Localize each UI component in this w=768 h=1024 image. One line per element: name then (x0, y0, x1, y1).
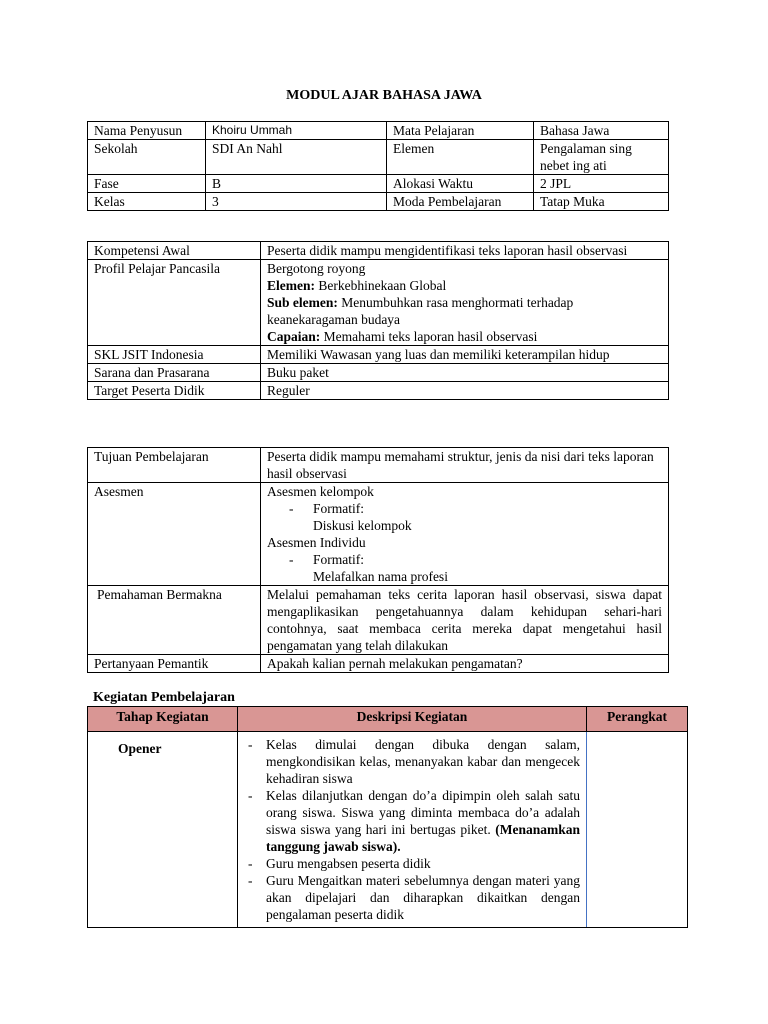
info-value: Tatap Muka (534, 193, 669, 211)
table-row (88, 732, 688, 928)
elemen-line (267, 277, 662, 294)
opener-perangkat (587, 732, 688, 928)
asesmen-kelompok: Asesmen kelompok (267, 484, 374, 499)
dash-marker: - (289, 501, 294, 516)
diskusi-kelompok: Diskusi kelompok (313, 518, 412, 533)
opener-label: Opener (88, 732, 238, 928)
info-label: Nama Penyusun (88, 122, 206, 140)
objective-table (87, 447, 669, 673)
dash-marker: - (248, 873, 253, 888)
sub-elemen-label: Sub elemen: (267, 295, 338, 310)
table-row (88, 655, 669, 673)
profil-cell (261, 260, 669, 346)
info-value: 3 (206, 193, 387, 211)
profil-line: Bergotong royong (267, 261, 366, 276)
info-value: 2 JPL (534, 175, 669, 193)
info-value: SDI An Nahl (206, 140, 387, 175)
info-table (87, 121, 669, 211)
dash-marker: - (248, 788, 253, 803)
info-label: Moda Pembelajaran (387, 193, 534, 211)
info-label: Fase (88, 175, 206, 193)
list-item (244, 855, 580, 872)
table-row (88, 175, 669, 193)
header-tahap: Tahap Kegiatan (88, 707, 238, 732)
capaian-label: Capaian: (267, 329, 321, 344)
table-row (88, 260, 669, 346)
row-label: Target Peserta Didik (88, 382, 261, 400)
formatif-label: Formatif: (313, 501, 364, 516)
row-value: Buku paket (261, 364, 669, 382)
row-label: Pemahaman Bermakna (88, 586, 261, 655)
kegiatan-table (87, 706, 688, 928)
table-row (88, 140, 669, 175)
row-label: SKL JSIT Indonesia (88, 346, 261, 364)
list-item (267, 500, 662, 517)
activity-text: Kelas dimulai dengan dibuka dengan salam, mengkondisikan kelas, menanyakan kabar dan mengecek kehadiran siswa (266, 737, 580, 786)
info-label: Kelas (88, 193, 206, 211)
info-value: Pengalaman sing nebet ing ati (534, 140, 669, 175)
info-value: Bahasa Jawa (534, 122, 669, 140)
table-row (88, 364, 669, 382)
dash-marker: - (289, 552, 294, 567)
melafalkan-profesi: Melafalkan nama profesi (313, 569, 448, 584)
row-label: Pertanyaan Pemantik (88, 655, 261, 673)
table-row (88, 382, 669, 400)
table-row (88, 586, 669, 655)
row-value: Melalui pemahaman teks cerita laporan hasil observasi, siswa dapat mengaplikasikan pengetahuannya dalam kehidupan sehari-hari contohnya, saat membaca cerita mereka dapat mengetahui hasil pengamatan yang telah dilakukan (261, 586, 669, 655)
dash-marker: - (248, 737, 253, 752)
table-row (88, 483, 669, 586)
info-label: Elemen (387, 140, 534, 175)
activity-text: Kelas dilanjutkan dengan do’a dipimpin oleh salah satu orang siswa. Siswa yang diminta membaca do’a adalah siswa siswa yang hari ini bertugas piket. (266, 788, 580, 837)
row-label: Profil Pelajar Pancasila (88, 260, 261, 346)
row-value: Peserta didik mampu mengidentifikasi teks laporan hasil observasi (261, 242, 669, 260)
list-item (244, 736, 580, 787)
table-row (88, 242, 669, 260)
capaian-value: Memahami teks laporan hasil observasi (320, 329, 538, 344)
header-deskripsi: Deskripsi Kegiatan (238, 707, 587, 732)
table-row (88, 346, 669, 364)
capaian-line (267, 328, 662, 345)
row-value: Apakah kalian pernah melakukan pengamatan? (261, 655, 669, 673)
row-label: Asesmen (88, 483, 261, 586)
formatif-label: Formatif: (313, 552, 364, 567)
row-label: Kompetensi Awal (88, 242, 261, 260)
row-label: Sarana dan Prasarana (88, 364, 261, 382)
info-label: Mata Pelajaran (387, 122, 534, 140)
table-row (88, 122, 669, 140)
row-value: Memiliki Wawasan yang luas dan memiliki keterampilan hidup (261, 346, 669, 364)
sub-elemen-line (267, 294, 662, 328)
table-row (88, 193, 669, 211)
page-title: MODUL AJAR BAHASA JAWA (286, 88, 482, 103)
list-item (244, 872, 580, 923)
activity-text-wrap (266, 787, 580, 855)
asesmen-individu: Asesmen Individu (267, 535, 366, 550)
row-label: Tujuan Pembelajaran (88, 448, 261, 483)
elemen-label: Elemen: (267, 278, 315, 293)
activity-emphasis: (Menanamkan tanggung jawab siswa). (266, 822, 580, 854)
row-value: Peserta didik mampu memahami struktur, jenis da nisi dari teks laporan hasil observasi (261, 448, 669, 483)
competence-table (87, 241, 669, 400)
sub-elemen-value: Menumbuhkan rasa menghormati terhadap keanekaragaman budaya (267, 295, 574, 327)
info-label: Alokasi Waktu (387, 175, 534, 193)
dash-marker: - (248, 856, 253, 871)
activity-text: Guru mengabsen peserta didik (266, 856, 431, 871)
kegiatan-section-title: Kegiatan Pembelajaran (93, 690, 235, 705)
info-label: Sekolah (88, 140, 206, 175)
row-value: Reguler (261, 382, 669, 400)
list-item (267, 551, 662, 568)
asesmen-cell (261, 483, 669, 586)
table-row (88, 448, 669, 483)
info-value: Khoiru Ummah (206, 122, 387, 140)
info-value: B (206, 175, 387, 193)
table-header-row (88, 707, 688, 732)
elemen-value: Berkebhinekaan Global (315, 278, 447, 293)
activity-text: Guru Mengaitkan materi sebelumnya dengan materi yang akan dipelajari dan diharapkan dikaitkan dengan pengalaman peserta didik (266, 873, 580, 922)
opener-description (238, 732, 587, 928)
header-perangkat: Perangkat (587, 707, 688, 732)
list-item (244, 787, 580, 855)
